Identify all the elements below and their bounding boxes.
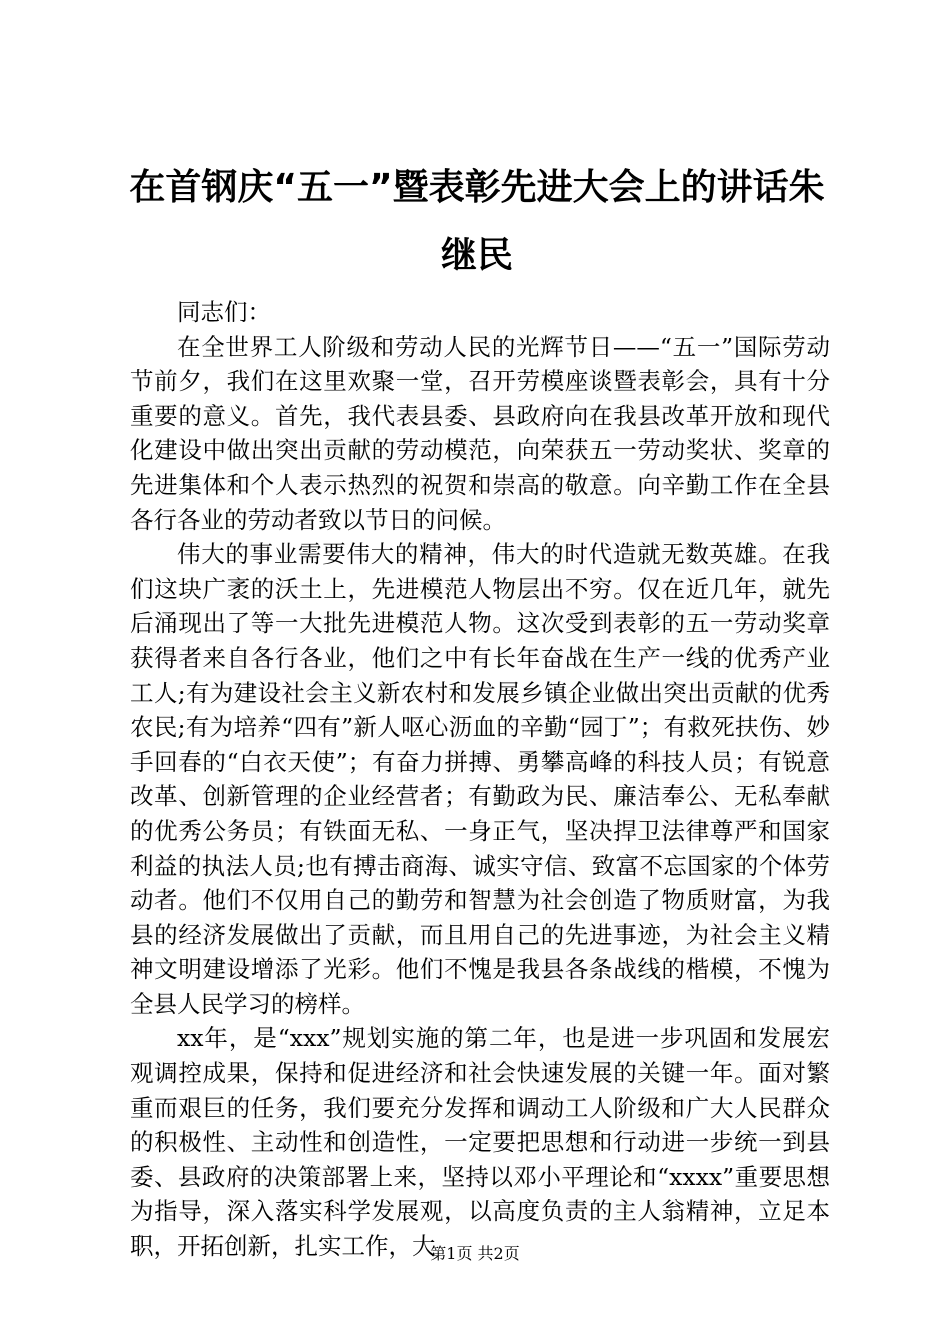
page-footer: 第1页 共2页 [430,1244,520,1263]
paragraph: xx年，是“xxx”规划实施的第二年，也是进一步巩固和发展宏观调控成果，保持和促进经济和社会快速发展的关键一年。面对繁重而艰巨的任务，我们要充分发挥和调动工人阶级和广大人民群众的积极性、主动性和创造性，一定要把思想和行动进一步统一到县委、县政府的决策部署上来，坚持以邓小平理论和“xxxx”重要思想为指导，深入落实科学发展观，以高度负责的主人翁精神，立足本职，开拓创新，扎实工作，大 [130,1024,830,1261]
salutation: 同志们： [177,298,271,326]
paragraph: 伟大的事业需要伟大的精神，伟大的时代造就无数英雄。在我们这块广袤的沃土上，先进模范人物层出不穷。仅在近几年，就先后涌现出了等一大批先进模范人物。这次受到表彰的五一劳动奖章获得者来自各行各业，他们之中有长年奋战在生产一线的优秀产业工人;有为建设社会主义新农村和发展乡镇企业做出突出贡献的优秀农民;有为培养“四有”新人呕心沥血的辛勤“园丁”；有救死扶伤、妙手回春的“白衣天使”；有奋力拼搏、勇攀高峰的科技人员；有锐意改革、创新管理的企业经营者；有勤政为民、廉洁奉公、无私奉献的优秀公务员；有铁面无私、一身正气，坚决捍卫法律尊严和国家利益的执法人员;也有搏击商海、诚实守信、致富不忘国家的个体劳动者。他们不仅用自己的勤劳和智慧为社会创造了物质财富，为我县的经济发展做出了贡献，而且用自己的先进事迹，为社会主义精神文明建设增添了光彩。他们不愧是我县各条战线的楷模，不愧为全县人民学习的榜样。 [130,540,830,1018]
document-title: 在首钢庆“五一”暨表彰先进大会上的讲话朱继民 [129,167,825,276]
document-body [130,295,830,1264]
paragraph: 在全世界工人阶级和劳动人民的光辉节日——“五一”国际劳动节前夕，我们在这里欢聚一堂，召开劳模座谈暨表彰会，具有十分重要的意义。首先，我代表县委、县政府向在我县改革开放和现代化建设中做出突出贡献的劳动模范，向荣获五一劳动奖状、奖章的先进集体和个人表示热烈的祝贺和崇高的敬意。向辛勤工作在全县各行各业的劳动者致以节日的问候。 [130,332,830,534]
